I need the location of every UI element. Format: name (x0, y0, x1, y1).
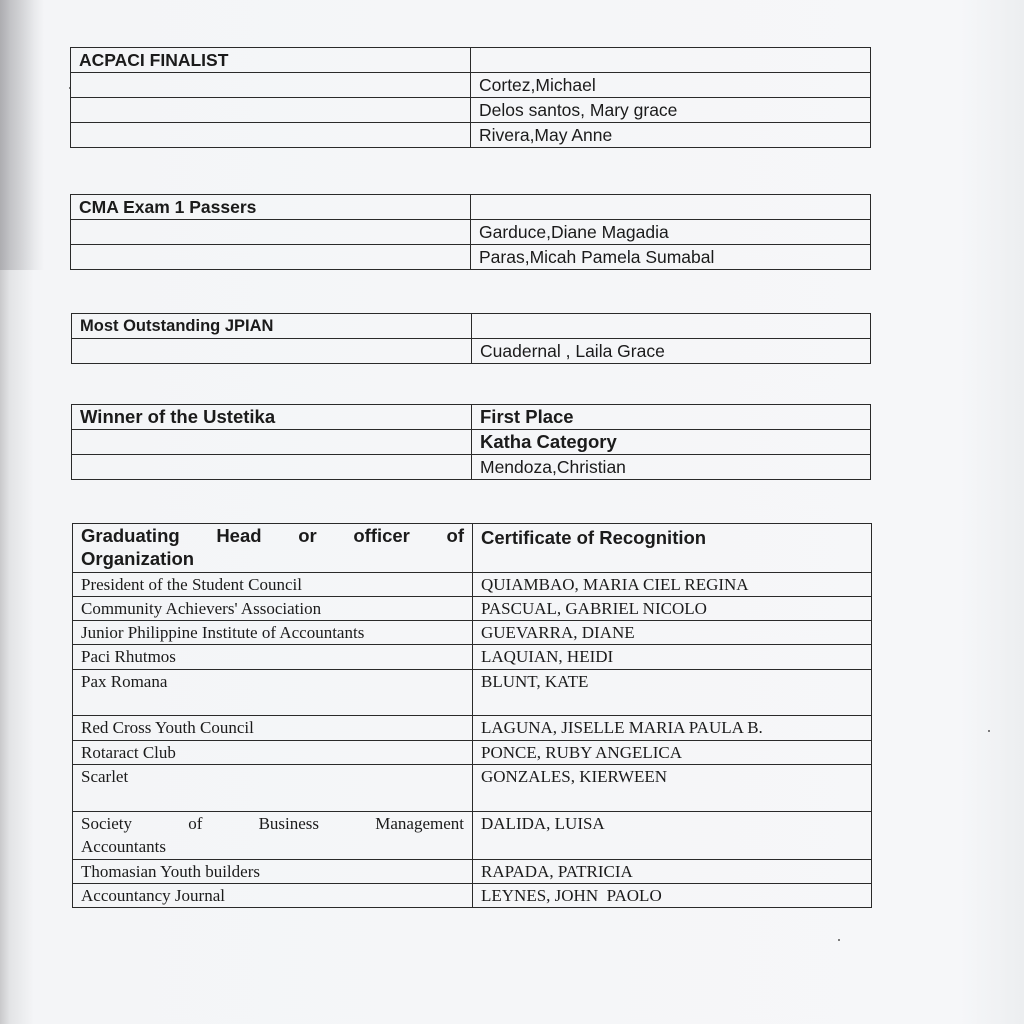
heading-word: or (298, 525, 317, 546)
org-word: Society (81, 814, 132, 833)
recipient-cell: LAQUIAN, HEIDI (473, 645, 872, 670)
acpaci-name: Delos santos, Mary grace (471, 98, 871, 123)
acpaci-heading: ACPACI FINALIST (71, 48, 471, 73)
cma-name: Garduce,Diane Magadia (471, 220, 871, 245)
org-cell: Paci Rhutmos (73, 645, 473, 670)
acpaci-finalist-table (70, 47, 871, 148)
jpian-table (71, 313, 871, 364)
org-cell: President of the Student Council (73, 573, 473, 597)
org-word: of (188, 814, 203, 833)
empty-cell (472, 314, 871, 339)
org-cell: Accountancy Journal (73, 884, 473, 908)
graduating-heading-line1 (81, 524, 464, 547)
cma-passers-table (70, 194, 871, 270)
recipient-cell: BLUNT, KATE (473, 670, 872, 716)
acpaci-name: Cortez,Michael (471, 73, 871, 98)
org-line2: Accountants (81, 837, 166, 856)
empty-cell (71, 73, 471, 98)
org-cell: Scarlet (73, 765, 473, 812)
recipient-cell: DALIDA, LUISA (473, 812, 872, 860)
scan-speck (988, 730, 990, 732)
ustetika-heading: Winner of the Ustetika (72, 405, 472, 430)
heading-word: Graduating (81, 525, 180, 546)
cma-name: Paras,Micah Pamela Sumabal (471, 245, 871, 270)
empty-cell (471, 195, 871, 220)
jpian-heading: Most Outstanding JPIAN (72, 314, 472, 339)
org-word: Business (258, 814, 320, 833)
empty-cell (72, 430, 472, 455)
recipient-cell: RAPADA, PATRICIA (473, 860, 872, 884)
ustetika-category: Katha Category (472, 430, 871, 455)
empty-cell (71, 220, 471, 245)
org-cell: Rotaract Club (73, 741, 473, 765)
graduating-heading (73, 524, 473, 573)
recipient-cell: LAGUNA, JISELLE MARIA PAULA B. (473, 716, 872, 741)
cma-heading: CMA Exam 1 Passers (71, 195, 471, 220)
heading-word: officer (353, 525, 410, 546)
ustetika-name: Mendoza,Christian (472, 455, 871, 480)
recipient-cell: GUEVARRA, DIANE (473, 621, 872, 645)
ustetika-table (71, 404, 871, 480)
scan-speck (838, 939, 840, 941)
recipient-cell: PASCUAL, GABRIEL NICOLO (473, 597, 872, 621)
certificate-heading: Certificate of Recognition (473, 524, 872, 573)
org-cell: Community Achievers' Association (73, 597, 473, 621)
acpaci-name: Rivera,May Anne (471, 123, 871, 148)
org-cell: Thomasian Youth builders (73, 860, 473, 884)
heading-word: of (446, 525, 464, 546)
recipient-cell: LEYNES, JOHN PAOLO (473, 884, 872, 908)
empty-cell (71, 245, 471, 270)
org-cell: Junior Philippine Institute of Accountants (73, 621, 473, 645)
graduating-heads-table (72, 523, 872, 908)
page-edge-shadow (0, 0, 44, 270)
jpian-name: Cuadernal , Laila Grace (472, 339, 871, 364)
ustetika-place: First Place (472, 405, 871, 430)
recipient-cell: QUIAMBAO, MARIA CIEL REGINA (473, 573, 872, 597)
graduating-heading-line2: Organization (81, 548, 195, 569)
org-line1 (81, 812, 464, 835)
empty-cell (71, 123, 471, 148)
heading-word: Head (216, 525, 262, 546)
org-word: Management (375, 814, 464, 833)
org-cell (73, 812, 473, 860)
empty-cell (72, 339, 472, 364)
org-cell: Pax Romana (73, 670, 473, 716)
empty-cell (71, 98, 471, 123)
empty-cell (471, 48, 871, 73)
org-cell: Red Cross Youth Council (73, 716, 473, 741)
recipient-cell: GONZALES, KIERWEEN (473, 765, 872, 812)
recipient-cell: PONCE, RUBY ANGELICA (473, 741, 872, 765)
empty-cell (72, 455, 472, 480)
